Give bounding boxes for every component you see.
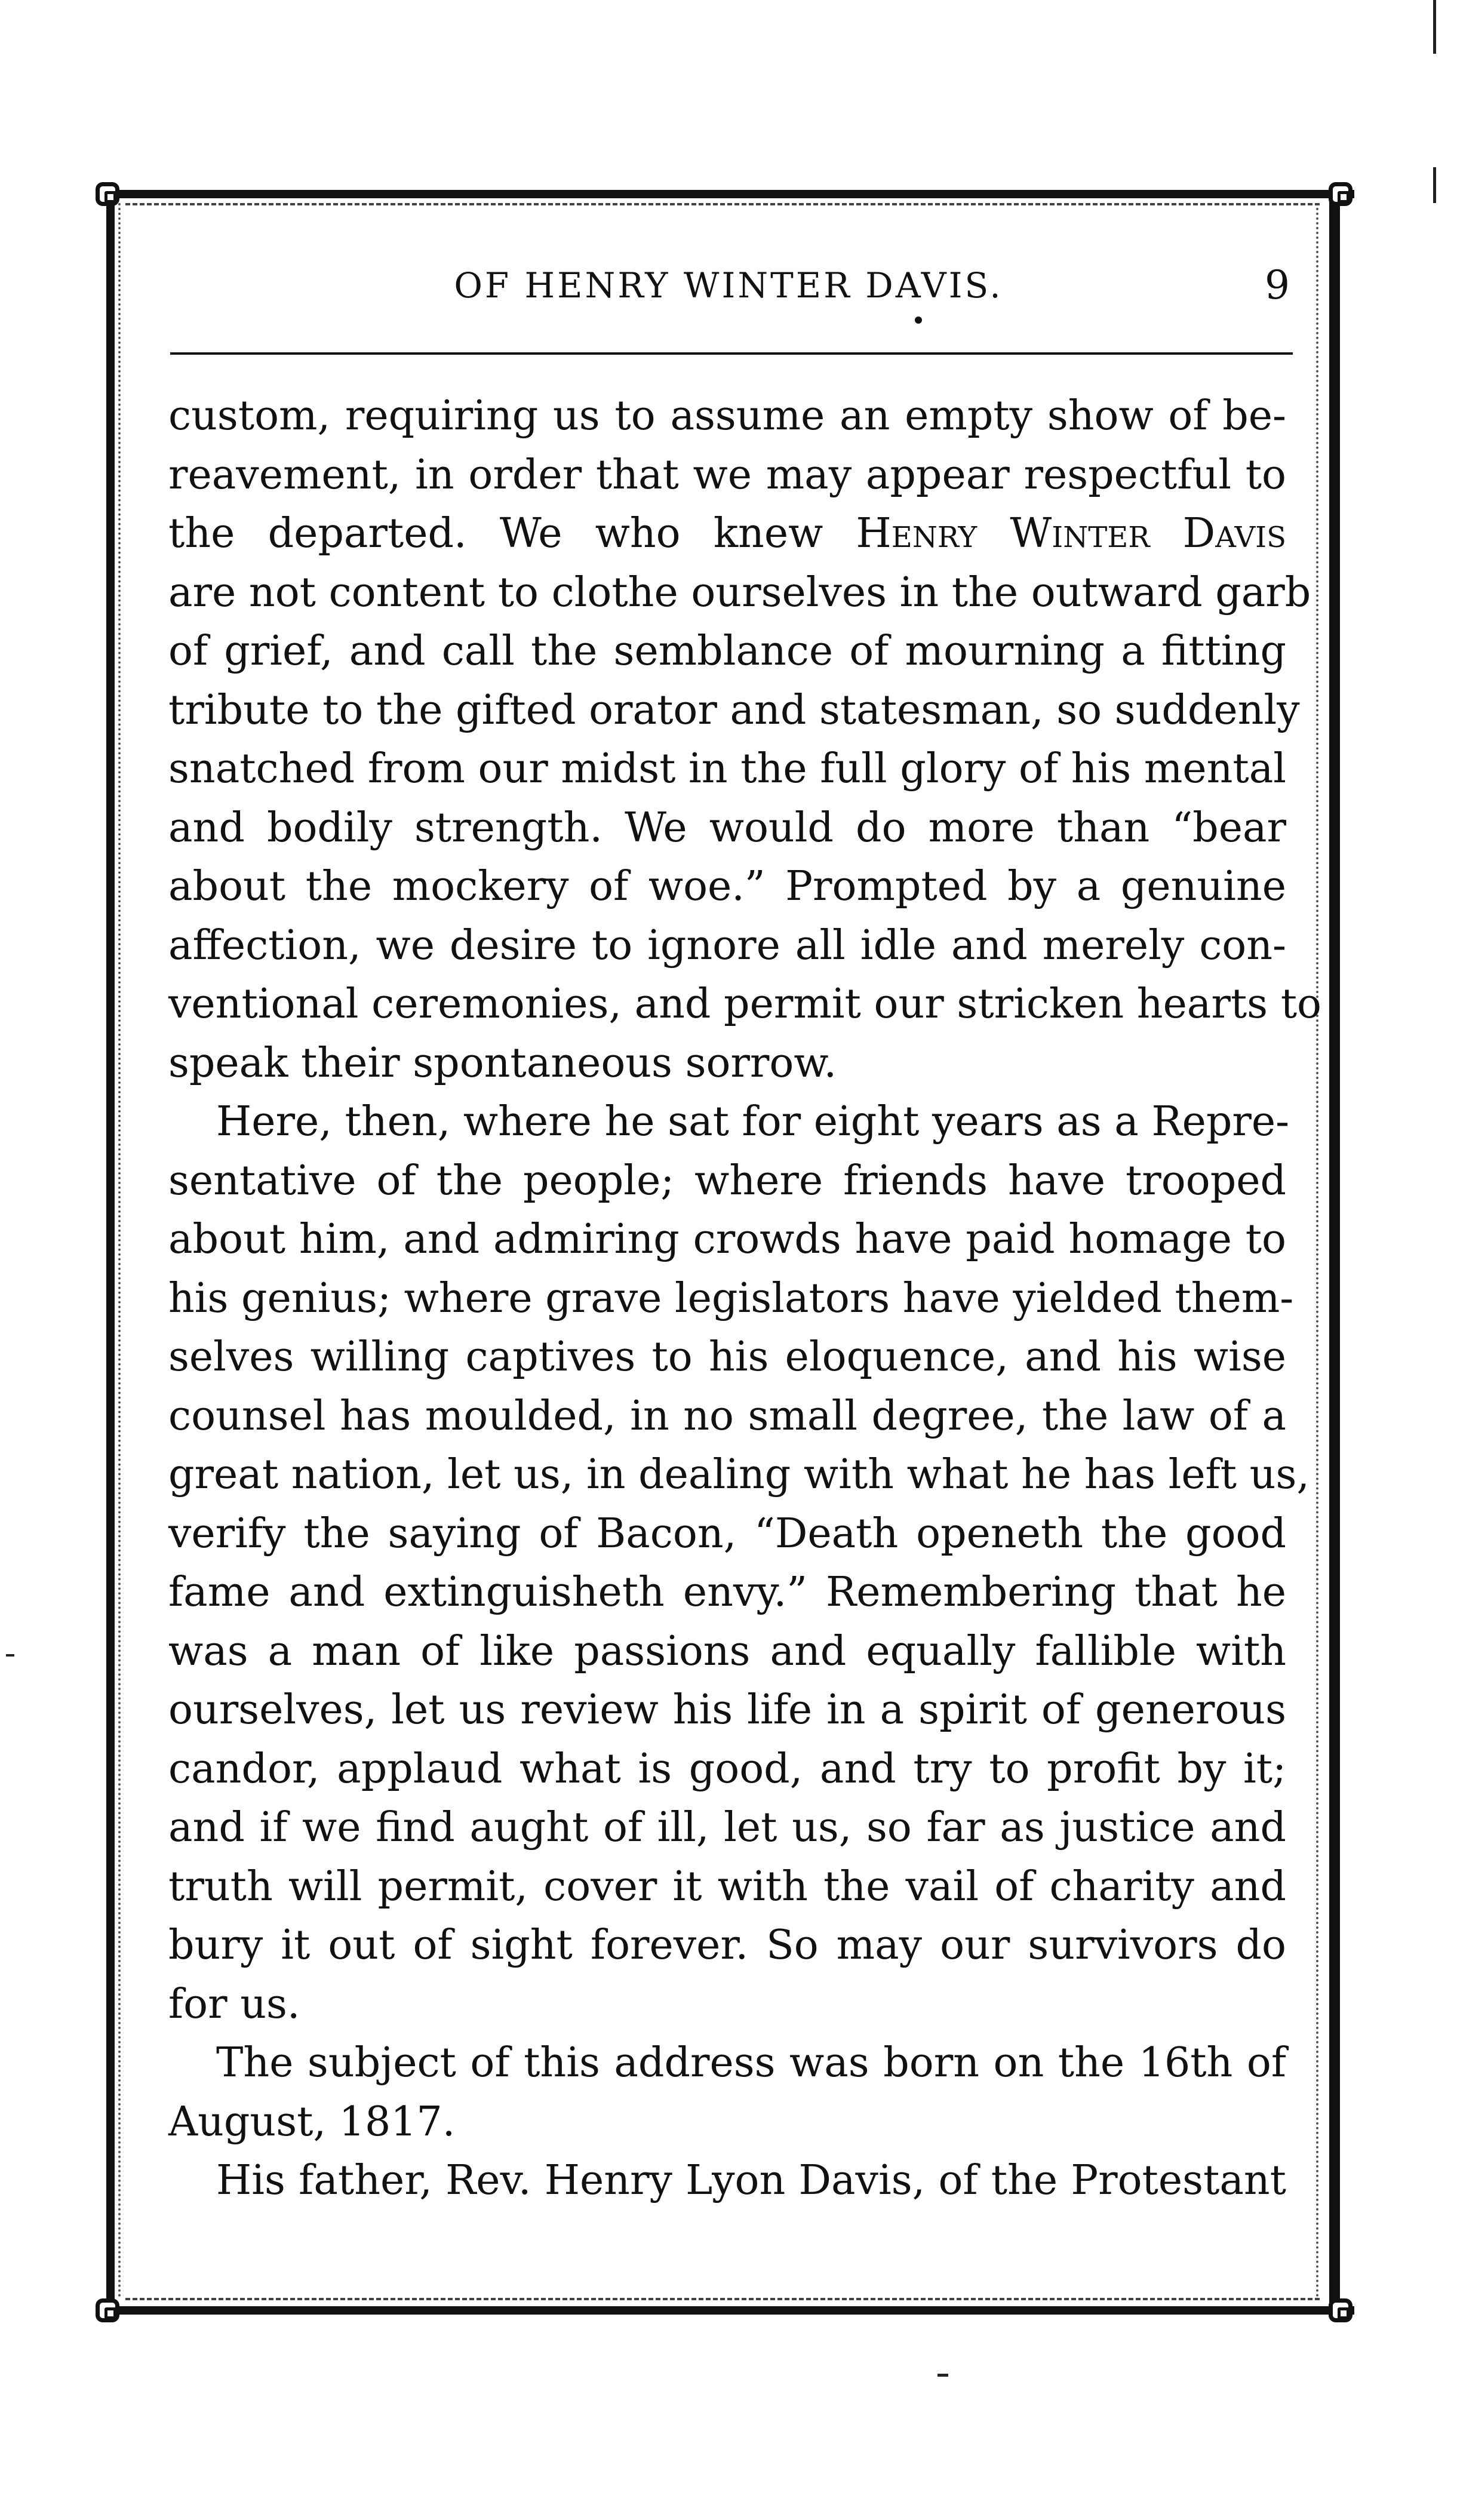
frame-inner-right	[1316, 203, 1322, 2299]
frame-border-top	[100, 190, 1354, 198]
text-line: truth will permit, cover it with the vail of charity and	[168, 1863, 1286, 1910]
text-line: counsel has moulded, in no small degree, the law of a	[168, 1392, 1286, 1440]
text-line-start: the departed. We who knew	[168, 510, 823, 557]
running-header	[167, 262, 1290, 309]
text-line: and if we find aught of ill, let us, so far as justice and	[168, 1804, 1286, 1851]
edge-mark	[937, 2374, 948, 2377]
text-line: reavement, in order that we may appear respectful to	[168, 451, 1286, 499]
edge-mark	[6, 1654, 14, 1657]
frame-border-bottom	[100, 2306, 1354, 2315]
frame-corner-ornament	[96, 182, 119, 206]
frame-corner-ornament	[1329, 2298, 1353, 2322]
text-line: about him, and admiring crowds have paid homage to	[168, 1216, 1286, 1263]
text-line: sentative of the people; where friends have trooped	[168, 1157, 1286, 1204]
text-line: verify the saying of Bacon, “Death openeth the good	[168, 1510, 1286, 1557]
text-line: speak their spontaneous sorrow.	[168, 1039, 837, 1087]
text-line: tribute to the gifted orator and statesman, so suddenly	[168, 686, 1300, 734]
text-line: was a man of like passions and equally fallible with	[168, 1627, 1286, 1675]
page-number: 9	[1265, 262, 1290, 308]
header-dot	[915, 316, 922, 324]
running-title: OF HENRY WINTER DAVIS.	[454, 265, 1003, 306]
edge-mark	[1433, 167, 1436, 203]
frame-inner-top	[125, 203, 1320, 205]
frame-border-right	[1329, 190, 1340, 2315]
text-line: custom, requiring us to assume an empty show of be-	[168, 392, 1286, 440]
text-line: His father, Rev. Henry Lyon Davis, of the Protestant	[216, 2157, 1286, 2204]
frame-inner-left	[118, 203, 124, 2299]
frame-corner-ornament	[96, 2298, 119, 2322]
text-line: snatched from our midst in the full glory of his mental	[168, 745, 1286, 792]
text-line: great nation, let us, in dealing with what he has left us,	[168, 1451, 1310, 1498]
text-line: affection, we desire to ignore all idle and merely con-	[168, 921, 1286, 969]
text-line: of grief, and call the semblance of mourning a fitting	[168, 628, 1286, 675]
text-line: about the mockery of woe.” Prompted by a genuine	[168, 863, 1286, 910]
text-line: fame and extinguisheth envy.” Remembering that he	[168, 1569, 1286, 1616]
text-line: The subject of this address was born on the 16th of	[216, 2039, 1286, 2086]
text-line: are not content to clothe ourselves in the outward garb	[168, 568, 1311, 616]
text-line: for us.	[168, 1980, 300, 2028]
text-line: August, 1817.	[168, 2098, 456, 2146]
header-rule	[170, 352, 1293, 355]
subject-name: Henry Winter Davis	[856, 510, 1286, 557]
text-line: bury it out of sight forever. So may our survivors do	[168, 1922, 1286, 1969]
frame-inner-bottom	[125, 2298, 1320, 2300]
text-line: selves willing captives to his eloquence, and his wise	[168, 1333, 1286, 1381]
text-line: his genius; where grave legislators have yielded them-	[168, 1274, 1294, 1322]
text-line: Here, then, where he sat for eight years as a Repre-	[216, 1098, 1290, 1145]
edge-mark	[1433, 0, 1436, 54]
text-line: candor, applaud what is good, and try to profit by it;	[168, 1745, 1286, 1793]
text-line: ourselves, let us review his life in a spirit of generous	[168, 1686, 1286, 1734]
text-line: and bodily strength. We would do more than “bear	[168, 804, 1286, 852]
body-text	[168, 387, 1321, 2211]
frame-corner-ornament	[1329, 182, 1353, 206]
text-line: ventional ceremonies, and permit our stricken hearts to	[168, 981, 1321, 1028]
frame-border-left	[106, 190, 115, 2315]
text-line	[168, 505, 1286, 564]
